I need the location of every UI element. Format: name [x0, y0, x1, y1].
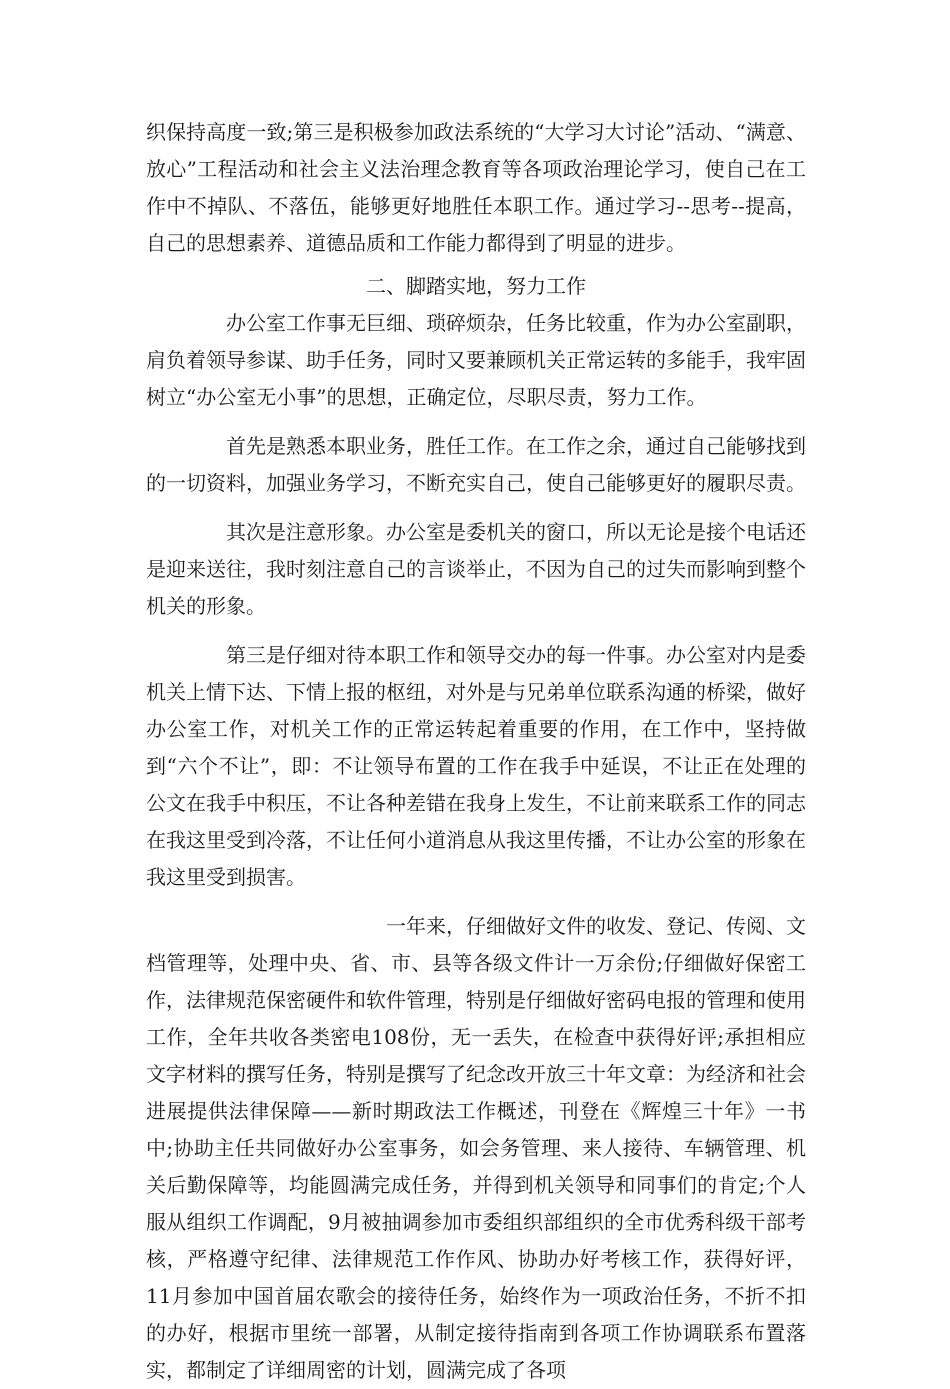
paragraph-continuation: 织保持高度一致;第三是积极参加政法系统的“大学习大讨论”活动、“满意、放心”工程活动和社会主义法治理念教育等各项政治理论学习，使自己在工作中不掉队、不落伍，能够更好地胜任本职工作。通过学习--思考--提高，自己的思想素养、道德品质和工作能力都得到了明显的进步。: [146, 120, 806, 255]
paragraph: 其次是注意形象。办公室是委机关的窗口，所以无论是接个电话还是迎来送往，我时刻注意自己的言谈举止，不因为自己的过失而影响到整个机关的形象。: [146, 520, 806, 618]
document-page: [146, 114, 806, 1389]
paragraph: 首先是熟悉本职业务，胜任工作。在工作之余，通过自己能够找到的一切资料，加强业务学习，不断充实自己，使自己能够更好的履职尽责。: [146, 434, 806, 495]
paragraph: 办公室工作事无巨细、琐碎烦杂，任务比较重，作为办公室副职，肩负着领导参谋、助手任务，同时又要兼顾机关正常运转的多能手，我牢固树立“办公室无小事”的思想，正确定位，尽职尽责，努力工作。: [146, 311, 806, 409]
paragraph: 第三是仔细对待本职工作和领导交办的每一件事。办公室对内是委机关上情下达、下情上报的枢纽，对外是与兄弟单位联系沟通的桥梁，做好办公室工作，对机关工作的正常运转起着重要的作用，在工作中，坚持做到“六个不让”，即：不让领导布置的工作在我手中延误，不让正在处理的公文在我手中积压，不让各种差错在我身上发生，不让前来联系工作的同志在我这里受到冷落，不让任何小道消息从我这里传播，不让办公室的形象在我这里受到损害。: [146, 643, 806, 889]
section-heading: 二、脚踏实地，努力工作: [366, 274, 586, 298]
paragraph: 一年来，仔细做好文件的收发、登记、传阅、文档管理等，处理中央、省、市、县等各级文件计一万余份;仔细做好保密工作，法律规范保密硬件和软件管理，特别是仔细做好密码电报的管理和使用工作，全年共收各类密电108份，无一丢失，在检查中获得好评;承担相应文字材料的撰写任务，特别是撰写了纪念改开放三十年文章：为经济和社会进展提供法律保障——新时期政法工作概述，刊登在《辉煌三十年》一书中;协助主任共同做好办公室事务，如会务管理、来人接待、车辆管理、机关后勤保障等，均能圆满完成任务，并得到机关领导和同事们的肯定;个人服从组织工作调配，9月被抽调参加市委组织部组织的全市优秀科级干部考核，严格遵守纪律、法律规范工作作风、协助办好考核工作，获得好评，11月参加中国首届农歌会的接待任务，始终作为一项政治任务，不折不扣的办好，根据市里统一部署，从制定接待指南到各项工作协调联系布置落实，都制定了详细周密的计划，圆满完成了各项: [146, 914, 806, 1382]
